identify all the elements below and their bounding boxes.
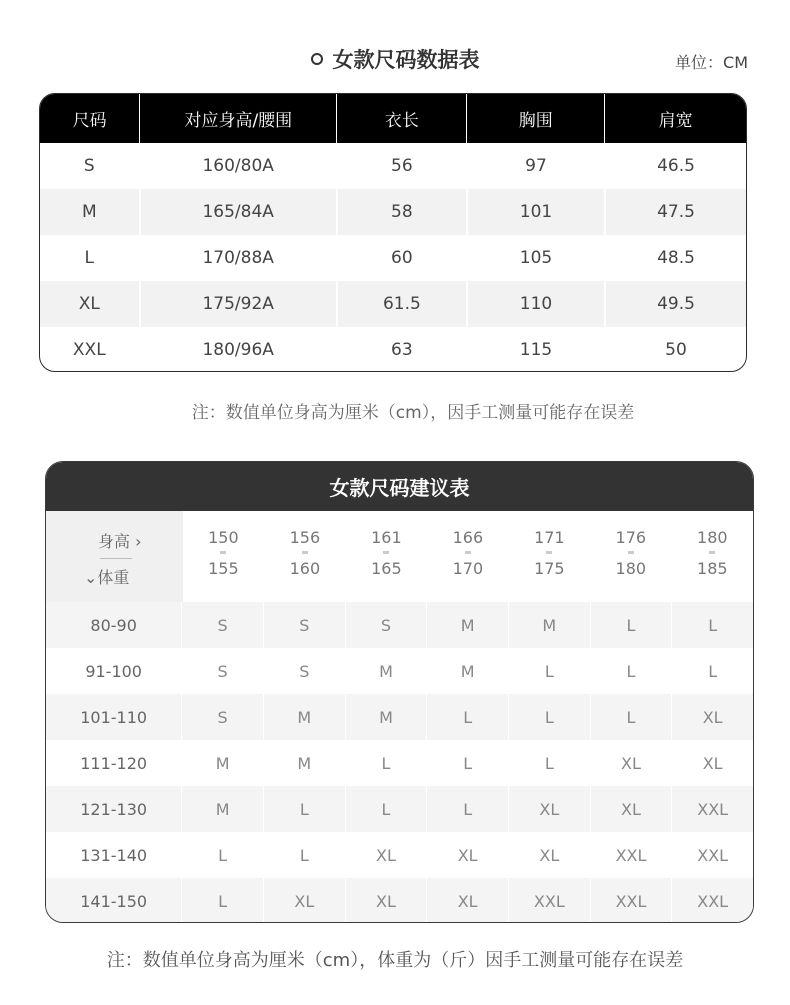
height-from: 156 — [289, 528, 321, 547]
table-row — [40, 143, 746, 189]
size-cell: L — [427, 694, 509, 740]
cell-size: L — [40, 235, 141, 281]
dash-icon — [302, 551, 308, 554]
table-row — [40, 189, 746, 235]
size-cell: XXL — [509, 878, 591, 923]
corner-weight-label: ⌄体重 — [84, 568, 130, 587]
corner-height-label: 身高 › — [98, 532, 142, 551]
height-from: 150 — [208, 528, 239, 547]
size-cell: L — [427, 786, 509, 832]
cell-bust: 115 — [468, 327, 606, 372]
size-cell: XXL — [697, 891, 729, 911]
size-data-title-text: 女款尺码数据表 — [332, 48, 480, 72]
height-range-col — [672, 511, 753, 602]
size-cell: S — [182, 694, 264, 740]
height-range-col — [590, 511, 671, 602]
dash-icon — [383, 551, 389, 554]
size-data-title — [0, 44, 790, 74]
cell-bust: 105 — [468, 235, 606, 281]
header-height-waist: 对应身高/腰围 — [140, 94, 337, 143]
size-cell: L — [264, 832, 346, 878]
size-cell: XL — [702, 707, 723, 727]
size-recommend-table — [45, 461, 754, 923]
cell-height-waist: 165/84A — [141, 189, 338, 235]
table-header-row — [40, 94, 746, 143]
size-cell: M — [346, 694, 428, 740]
height-to: 185 — [697, 559, 728, 578]
size-recommend-note: 注：数值单位身高为厘米（cm），体重为（斤）因手工测量可能存在误差 — [106, 950, 684, 971]
height-from: 166 — [452, 528, 484, 547]
weight-range: 80-90 — [46, 602, 182, 648]
cell-height-waist: 180/96A — [141, 327, 338, 372]
height-to: 170 — [452, 559, 484, 578]
cell-height-waist: 170/88A — [141, 235, 338, 281]
cell-size: XXL — [40, 327, 141, 372]
corner-divider — [100, 558, 132, 559]
cell-size: S — [40, 143, 141, 189]
header-length: 衣长 — [337, 94, 467, 143]
size-cell: L — [591, 602, 673, 648]
table-row — [40, 281, 746, 327]
size-recommend-title: 女款尺码建议表 — [46, 462, 753, 511]
size-cell: L — [591, 694, 673, 740]
size-cell: L — [427, 740, 509, 786]
height-from: 161 — [371, 528, 402, 547]
size-cell: L — [346, 786, 428, 832]
size-cell: L — [264, 786, 346, 832]
size-cell: XL — [591, 786, 673, 832]
cell-shoulder: 48.5 — [657, 248, 695, 268]
cell-bust: 101 — [468, 189, 606, 235]
weight-range: 121-130 — [46, 786, 182, 832]
size-cell: M — [427, 648, 509, 694]
cell-bust: 110 — [468, 281, 606, 327]
size-cell: XL — [427, 832, 509, 878]
table-row — [46, 878, 753, 923]
size-cell: L — [509, 648, 591, 694]
cell-shoulder: 49.5 — [657, 294, 695, 314]
size-cell: XL — [346, 878, 428, 923]
height-from: 176 — [615, 528, 647, 547]
size-cell: L — [509, 740, 591, 786]
size-cell: M — [264, 740, 346, 786]
weight-range: 91-100 — [46, 648, 182, 694]
cell-length: 60 — [338, 235, 468, 281]
height-to: 180 — [615, 559, 647, 578]
size-cell: M — [182, 786, 264, 832]
table-row — [46, 740, 753, 786]
height-range-col — [346, 511, 427, 602]
size-cell: XL — [427, 878, 509, 923]
height-to: 165 — [371, 559, 402, 578]
size-cell: L — [182, 878, 264, 923]
cell-height-waist: 160/80A — [141, 143, 338, 189]
dash-icon — [546, 551, 552, 554]
cell-shoulder: 47.5 — [657, 202, 695, 222]
cell-length: 63 — [338, 327, 468, 372]
header-shoulder: 肩宽 — [658, 111, 693, 131]
header-size: 尺码 — [40, 94, 140, 143]
unit-label: 单位：CM — [675, 53, 748, 72]
size-cell: XXL — [697, 799, 729, 819]
height-to: 155 — [208, 559, 239, 578]
size-cell: S — [346, 602, 428, 648]
table-row — [46, 602, 753, 648]
size-cell: XL — [509, 832, 591, 878]
size-cell: L — [346, 740, 428, 786]
table-row — [46, 694, 753, 740]
cell-size: M — [40, 189, 141, 235]
size-cell: S — [264, 648, 346, 694]
table-row — [46, 648, 753, 694]
dash-icon — [220, 551, 226, 554]
weight-range: 101-110 — [46, 694, 182, 740]
size-cell: L — [509, 694, 591, 740]
dash-icon — [628, 551, 634, 554]
dash-icon — [465, 551, 471, 554]
size-cell: XL — [591, 740, 673, 786]
size-cell: XL — [264, 878, 346, 923]
corner-cell — [46, 511, 183, 602]
cell-length: 56 — [338, 143, 468, 189]
cell-height-waist: 175/92A — [141, 281, 338, 327]
cell-size: XL — [40, 281, 141, 327]
size-data-table — [39, 93, 747, 372]
size-cell: M — [427, 602, 509, 648]
size-cell: XL — [509, 786, 591, 832]
size-cell: XL — [346, 832, 428, 878]
size-cell: XXL — [697, 845, 729, 865]
weight-range: 131-140 — [46, 832, 182, 878]
height-to: 160 — [289, 559, 321, 578]
table-row — [46, 832, 753, 878]
cell-length: 61.5 — [338, 281, 468, 327]
circle-icon — [311, 53, 323, 65]
header-bust: 胸围 — [467, 94, 605, 143]
height-range-col — [427, 511, 508, 602]
weight-range: 111-120 — [46, 740, 182, 786]
cell-bust: 97 — [468, 143, 606, 189]
height-range-col — [264, 511, 345, 602]
height-from: 171 — [534, 528, 565, 547]
size-cell: M — [182, 740, 264, 786]
size-cell: XXL — [591, 832, 673, 878]
cell-shoulder: 46.5 — [657, 156, 695, 176]
table-row — [40, 235, 746, 281]
table-row — [40, 327, 746, 372]
size-cell: M — [264, 694, 346, 740]
size-cell: S — [264, 602, 346, 648]
size-cell: XXL — [591, 878, 673, 923]
height-to: 175 — [534, 559, 565, 578]
weight-range: 141-150 — [46, 878, 182, 923]
height-from: 180 — [697, 528, 728, 547]
size-cell: L — [708, 615, 718, 635]
size-cell: S — [182, 602, 264, 648]
height-header-row — [46, 511, 753, 602]
table-row — [46, 786, 753, 832]
cell-shoulder: 50 — [665, 340, 687, 360]
size-cell: S — [182, 648, 264, 694]
cell-length: 58 — [338, 189, 468, 235]
size-cell: M — [509, 602, 591, 648]
height-range-col — [183, 511, 264, 602]
size-data-note: 注：数值单位身高为厘米（cm），因手工测量可能存在误差 — [191, 403, 635, 423]
dash-icon — [709, 551, 715, 554]
size-cell: L — [182, 832, 264, 878]
size-cell: L — [708, 661, 718, 681]
size-cell: XL — [702, 753, 723, 773]
height-range-col — [509, 511, 590, 602]
size-cell: L — [591, 648, 673, 694]
size-cell: M — [346, 648, 428, 694]
